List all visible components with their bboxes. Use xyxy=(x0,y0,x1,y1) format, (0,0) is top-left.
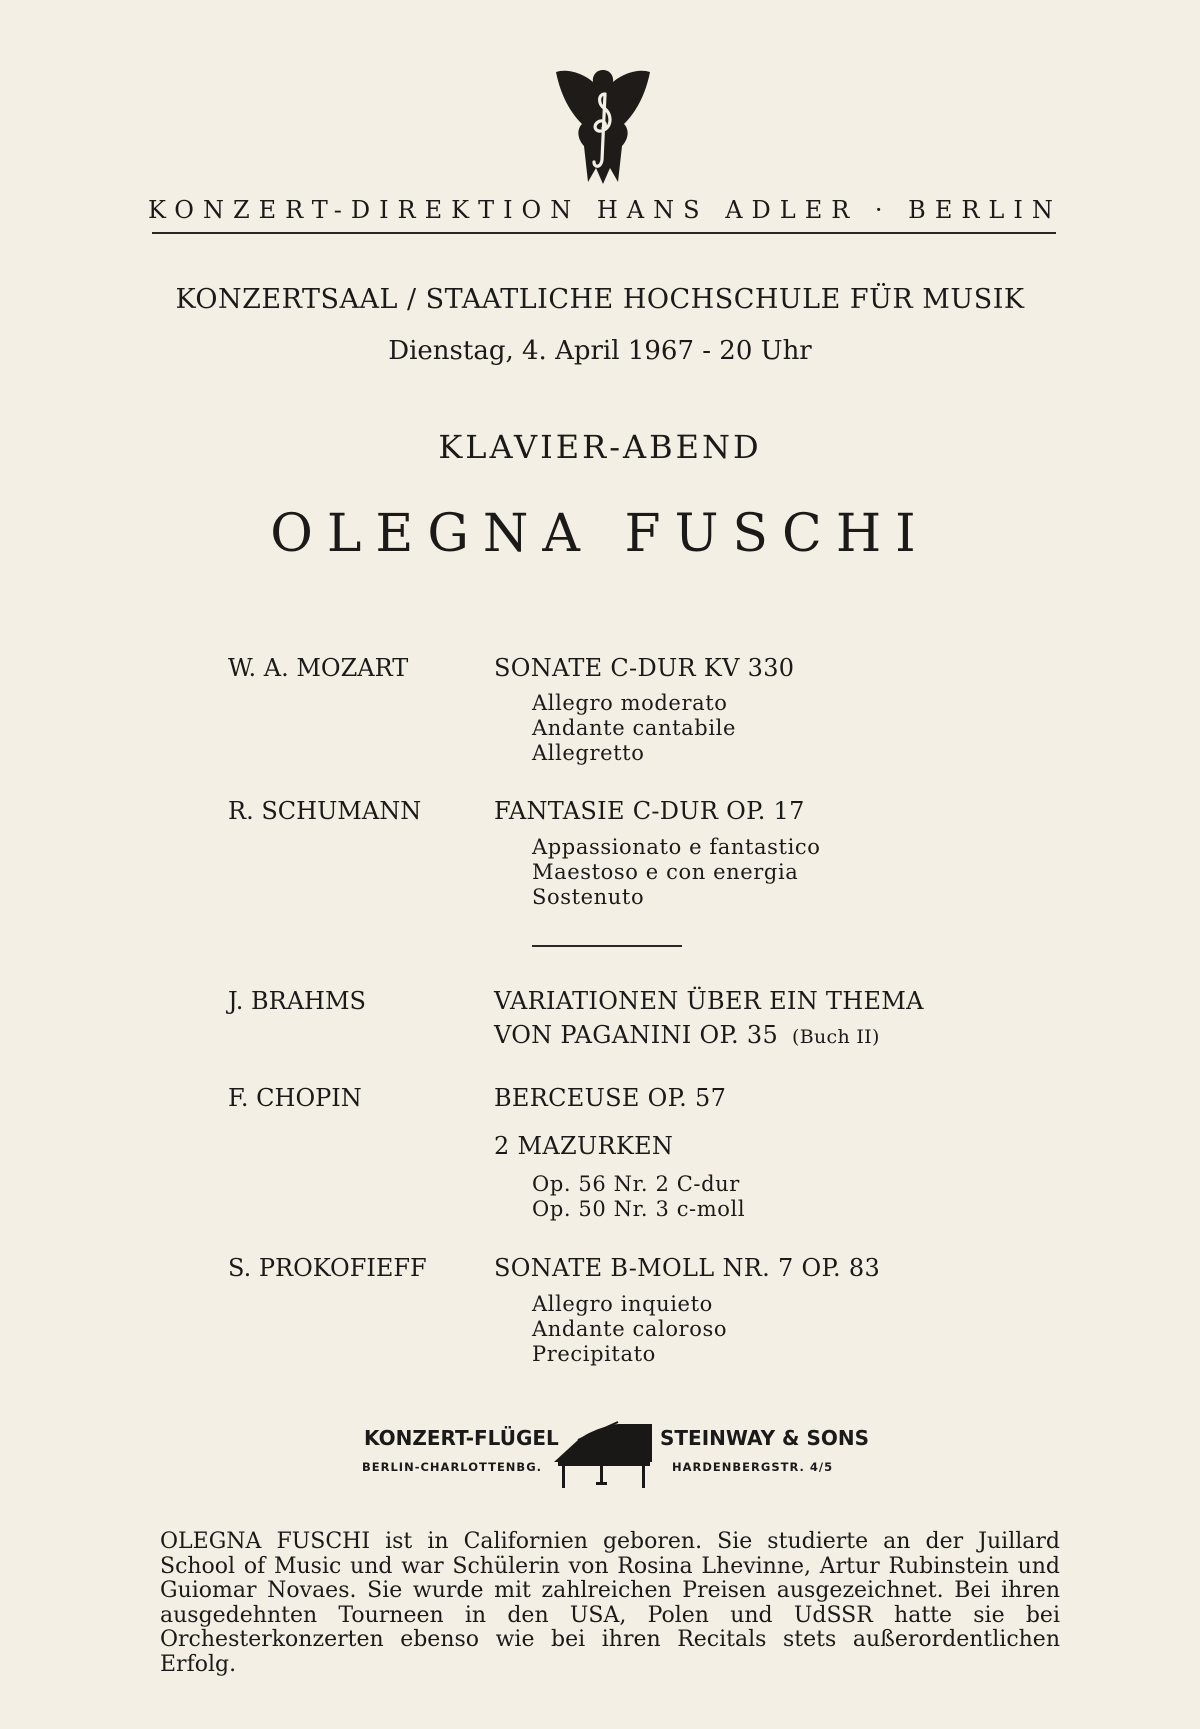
movement: Andante caloroso xyxy=(532,1317,728,1341)
movement-list xyxy=(532,1172,745,1222)
movement: Allegretto xyxy=(532,741,645,765)
composer: W. A. MOZART xyxy=(228,654,409,682)
composer: S. PROKOFIEFF xyxy=(228,1254,427,1282)
movement: Andante cantabile xyxy=(532,716,736,740)
work-title-line2: VON PAGANINI OP. 35 xyxy=(494,1021,779,1049)
composer: J. BRAHMS xyxy=(228,987,366,1015)
composer: R. SCHUMANN xyxy=(228,797,422,825)
movement: Allegro moderato xyxy=(532,691,728,715)
movement: Maestoso e con energia xyxy=(532,860,799,884)
concert-directorate: KONZERT-DIREKTION HANS ADLER · BERLIN xyxy=(148,196,1062,224)
header-divider xyxy=(152,232,1056,234)
sponsor-line2-right: HARDENBERGSTR. 4/5 xyxy=(672,1460,834,1474)
movement: Appassionato e fantastico xyxy=(532,835,821,859)
artist-name: OLEGNA FUSCHI xyxy=(270,504,930,564)
grand-piano-icon xyxy=(548,1418,658,1490)
intermission-divider xyxy=(532,945,682,947)
movement: Op. 56 Nr. 2 C-dur xyxy=(532,1172,740,1196)
sponsor-line1-right: STEINWAY & SONS xyxy=(660,1426,870,1450)
work-title: FANTASIE C-DUR OP. 17 xyxy=(494,797,805,825)
movement: Allegro inquieto xyxy=(532,1292,713,1316)
sponsor-line2-left: BERLIN-CHARLOTTENBG. xyxy=(362,1460,543,1474)
movement-list xyxy=(532,691,736,766)
concert-date: Dienstag, 4. April 1967 - 20 Uhr xyxy=(388,336,812,366)
movement: Precipitato xyxy=(532,1342,656,1366)
work-title: VARIATIONEN ÜBER EIN THEMA xyxy=(494,987,924,1015)
venue: KONZERTSAAL / STAATLICHE HOCHSCHULE FÜR MUSIK xyxy=(175,284,1025,315)
movement: Sostenuto xyxy=(532,885,645,909)
movement-list xyxy=(532,835,821,910)
movement: Op. 50 Nr. 3 c-moll xyxy=(532,1197,746,1221)
work-title-continued xyxy=(494,1021,880,1049)
movement-list xyxy=(532,1292,727,1367)
artist-biography: OLEGNA FUSCHI ist in Californien geboren. Sie studierte an der Juillard School of Music und war Schülerin von Rosina Lhevinne, Artur Rubinstein und Guiomar Novaes. Sie wurde mit zahlreichen Preisen ausgezeichnet. Bei ihren ausgedehnten Tourneen in den USA, Polen und UdSSR hatte sie bei Orchesterkonzerten ebenso wie bei ihren Recitals stets außerordentlichen Erfolg. xyxy=(160,1529,1060,1677)
eagle-treble-clef-icon xyxy=(548,64,658,186)
work-note: (Buch II) xyxy=(792,1026,880,1048)
event-title: KLAVIER-ABEND xyxy=(438,428,762,466)
piano-sponsor xyxy=(350,1418,870,1498)
composer: F. CHOPIN xyxy=(228,1084,362,1112)
work-title: SONATE C-DUR KV 330 xyxy=(494,654,795,682)
work-title: 2 MAZURKEN xyxy=(494,1132,674,1160)
sponsor-line1-left: KONZERT-FLÜGEL xyxy=(364,1426,559,1450)
work-title: SONATE B-MOLL NR. 7 OP. 83 xyxy=(494,1254,881,1282)
work-title: BERCEUSE OP. 57 xyxy=(494,1084,727,1112)
